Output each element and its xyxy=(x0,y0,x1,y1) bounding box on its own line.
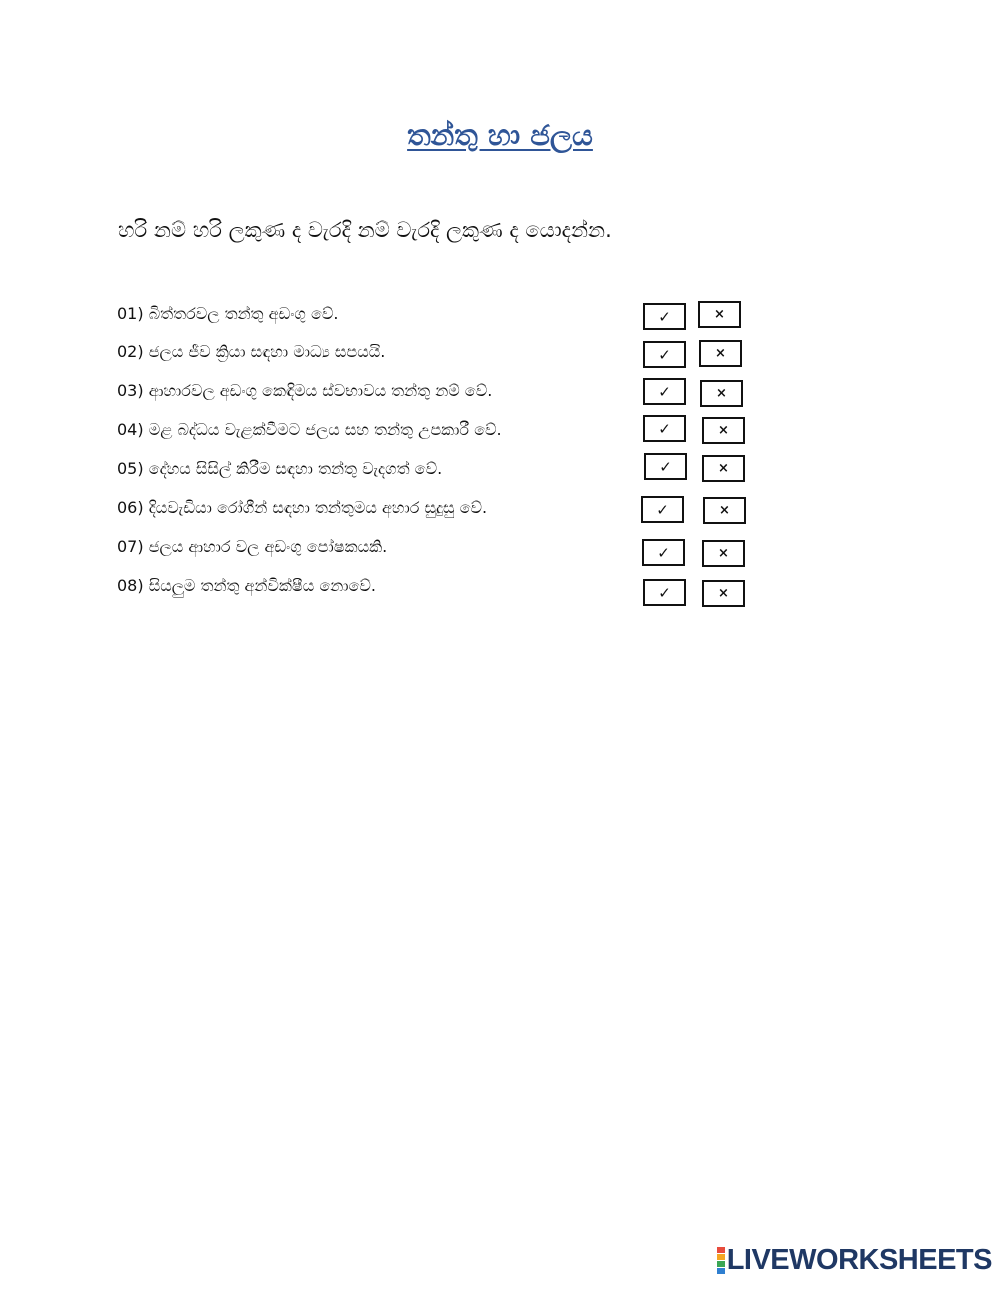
false-checkbox[interactable]: × xyxy=(698,301,741,328)
question-row xyxy=(117,416,757,448)
true-checkbox[interactable]: ✓ xyxy=(641,496,684,523)
question-row xyxy=(117,377,757,409)
instruction-text: හරි නම් හරි ලකුණ ද වැරදි නම් වැරදි ලකුණ ද යොදන්න. xyxy=(118,218,612,242)
logo-block xyxy=(717,1254,725,1260)
true-checkbox[interactable]: ✓ xyxy=(642,539,685,566)
false-checkbox[interactable]: × xyxy=(702,417,745,444)
logo-block xyxy=(717,1268,725,1274)
false-checkbox[interactable]: × xyxy=(702,455,745,482)
question-text: 06) දියවැඩියා රෝගීන් සඳහා තන්තුමය අහාර සුදුසු වේ. xyxy=(117,498,488,517)
logo-block xyxy=(717,1261,725,1267)
liveworksheets-logo xyxy=(717,1244,992,1277)
logo-icon xyxy=(717,1247,725,1274)
question-text: 07) ජලය ආහාර වල අඩංගු පෝෂකයකි. xyxy=(117,537,388,556)
question-row xyxy=(117,572,757,604)
question-row xyxy=(117,494,757,526)
true-checkbox[interactable]: ✓ xyxy=(644,453,687,480)
page-title: තන්තු හා ජලය xyxy=(407,118,593,152)
question-row xyxy=(117,455,757,487)
question-text: 08) සියලුම තන්තු අන්වික්ෂීය නොවේ. xyxy=(117,576,376,595)
false-checkbox[interactable]: × xyxy=(703,497,746,524)
question-text: 02) ජලය ජීව ක්‍රියා සඳහා මාධ්‍ය සපයයි. xyxy=(117,342,386,361)
question-row xyxy=(117,533,757,565)
false-checkbox[interactable]: × xyxy=(699,340,742,367)
question-text: 05) දේහය සිසිල් කිරීම සඳහා තන්තු වැදගත් වේ. xyxy=(117,459,443,478)
false-checkbox[interactable]: × xyxy=(702,540,745,567)
true-checkbox[interactable]: ✓ xyxy=(643,579,686,606)
logo-block xyxy=(717,1247,725,1253)
logo-text: LIVEWORKSHEETS xyxy=(726,1244,992,1276)
true-checkbox[interactable]: ✓ xyxy=(643,415,686,442)
false-checkbox[interactable]: × xyxy=(700,380,743,407)
question-text: 01) බිත්තරවල තන්තු අඩංගු වේ. xyxy=(117,304,339,323)
false-checkbox[interactable]: × xyxy=(702,580,745,607)
question-text: 04) මළ බද්ධය වැළක්වීමට ජලය සහ තන්තු උපකාරී වේ. xyxy=(117,420,502,439)
true-checkbox[interactable]: ✓ xyxy=(643,378,686,405)
true-checkbox[interactable]: ✓ xyxy=(643,341,686,368)
question-row xyxy=(117,300,757,332)
question-text: 03) ආහාරවල අඩංගු කෙඳිමය ස්වභාවය තන්තු නම් වේ. xyxy=(117,381,493,400)
true-checkbox[interactable]: ✓ xyxy=(643,303,686,330)
question-row xyxy=(117,338,757,370)
